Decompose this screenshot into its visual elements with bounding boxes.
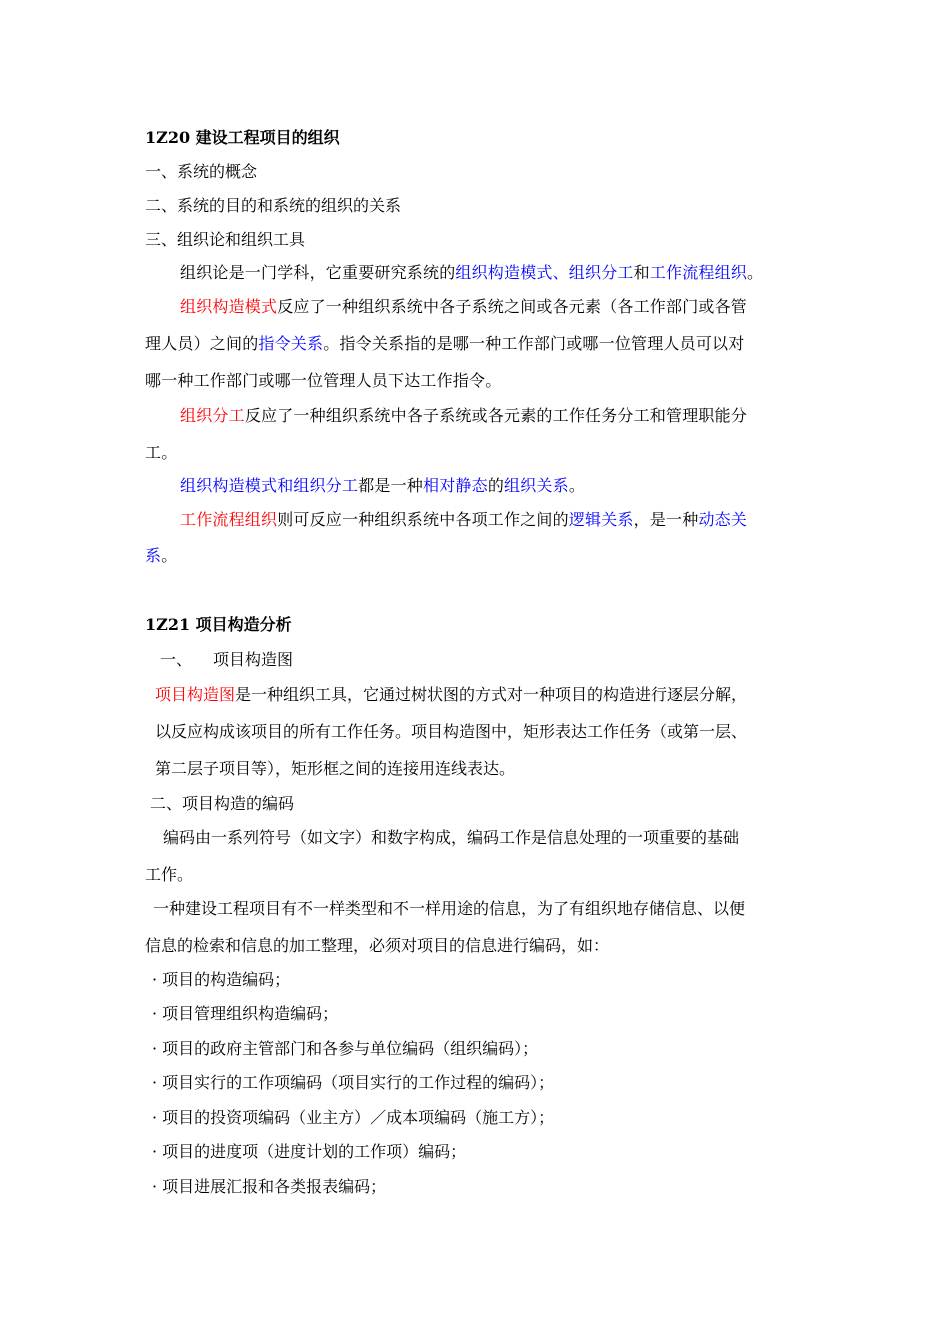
- term-text: 工作流程组织: [180, 510, 278, 529]
- bullet-item: · 项目实行的工作项编码（项目实行的工作过程的编码）；: [152, 1073, 555, 1092]
- list-item-structure-coding: 二、项目构造的编码: [150, 794, 295, 813]
- paragraph-workflow-line2: [145, 546, 177, 566]
- text-run: 。: [161, 546, 178, 565]
- text-run: 的: [487, 476, 505, 495]
- paragraph-information-line1: 一种建设工程项目有不一样类型和不一样用途的信息，为了有组织地存储信息、以便: [153, 899, 746, 918]
- paragraph-workflow-line1: [180, 510, 747, 530]
- highlight-text: 组织构造模式、组织分工: [455, 263, 634, 282]
- paragraph-structure-mode-line2: [145, 334, 744, 354]
- highlight-text: 组织构造模式和组织分工: [180, 476, 359, 495]
- text-run: 。指令关系指的是哪一种工作部门或哪一位管理人员可以对: [323, 334, 745, 353]
- text-run: 组织论是一门学科，它重要研究系统的: [180, 263, 456, 282]
- list-item-number: 一、: [160, 650, 193, 669]
- paragraph-information-line2: 信息的检索和信息的加工整理，必须对项目的信息进行编码，如：: [145, 936, 610, 955]
- paragraph-division-line2: 工。: [145, 443, 178, 462]
- bullet-item: · 项目进展汇报和各类报表编码；: [152, 1177, 387, 1196]
- text-run: ，是一种: [633, 510, 699, 529]
- paragraph-structure-chart-line1: [155, 685, 747, 705]
- text-run: 理人员）之间的: [145, 334, 259, 353]
- highlight-text: 指令关系: [258, 334, 324, 353]
- highlight-text: 组织关系: [504, 476, 569, 495]
- list-item-system-concept: 一、系统的概念: [145, 162, 258, 181]
- highlight-text: 相对静态: [423, 476, 488, 495]
- term-text: 组织构造模式: [180, 297, 278, 316]
- highlight-text: 系: [145, 546, 162, 565]
- text-run: 和: [633, 263, 650, 282]
- text-run: 。: [747, 263, 764, 282]
- highlight-text: 工作流程组织: [649, 263, 748, 282]
- text-run: 是一种组织工具，它通过树状图的方式对一种项目的构造进行逐层分解，: [235, 685, 748, 704]
- text-run: 则可反应一种组织系统中各项工作之间的: [277, 510, 569, 529]
- bullet-item: · 项目的投资项编码（业主方）／成本项编码（施工方）；: [152, 1108, 555, 1127]
- text-run: 都是一种: [358, 476, 424, 495]
- bullet-item: · 项目的进度项（进度计划的工作项）编码；: [152, 1142, 467, 1161]
- highlight-text: 动态关: [698, 510, 748, 529]
- text-run: 。: [568, 476, 586, 495]
- term-text: 组织分工: [180, 406, 245, 425]
- bullet-item: · 项目的政府主管部门和各参与单位编码（组织编码）；: [152, 1039, 539, 1058]
- paragraph-division-line1: [180, 406, 747, 426]
- list-item-organization-theory: 三、组织论和组织工具: [145, 230, 306, 249]
- section-heading-1z21: 1Z21 项目构造分析: [145, 615, 292, 634]
- highlight-text: 逻辑关系: [568, 510, 634, 529]
- paragraph-organization-theory: [180, 263, 763, 283]
- paragraph-structure-chart-line3: 第二层子项目等），矩形框之间的连接用连线表达。: [155, 759, 516, 778]
- bullet-item: · 项目的构造编码；: [152, 970, 291, 989]
- paragraph-static-relation: [180, 476, 585, 496]
- term-text: 项目构造图: [155, 685, 236, 704]
- paragraph-coding-line2: 工作。: [145, 865, 194, 884]
- list-item-system-purpose: 二、系统的目的和系统的组织的关系: [145, 196, 402, 215]
- paragraph-structure-mode-line3: 哪一种工作部门或哪一位管理人员下达工作指令。: [145, 371, 502, 390]
- text-run: 反应了一种组织系统中各子系统之间或各元素（各工作部门或各管: [277, 297, 748, 316]
- text-run: 反应了一种组织系统中各子系统或各元素的工作任务分工和管理职能分: [244, 406, 748, 425]
- paragraph-structure-chart-line2: 以反应构成该项目的所有工作任务。项目构造图中，矩形表达工作任务（或第一层、: [155, 722, 748, 741]
- section-heading-1z20: 1Z20 建设工程项目的组织: [145, 128, 340, 147]
- paragraph-structure-mode-line1: [180, 297, 747, 317]
- bullet-item: · 项目管理组织构造编码；: [152, 1004, 339, 1023]
- list-item-structure-chart: 项目构造图: [213, 650, 294, 669]
- paragraph-coding-line1: 编码由一系列符号（如文字）和数字构成，编码工作是信息处理的一项重要的基础: [163, 828, 740, 847]
